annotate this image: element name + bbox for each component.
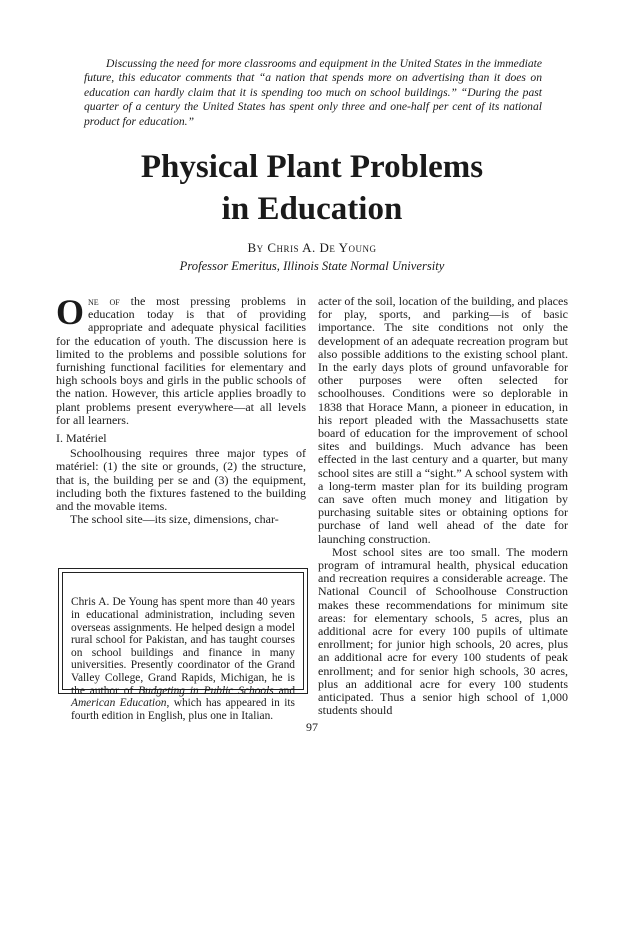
left-column — [56, 292, 306, 527]
right-column — [318, 295, 568, 718]
bio-text: , which has appeared in its fourth edition in English, plus one in Italian. — [71, 697, 295, 722]
lead-in: ne of — [88, 294, 120, 308]
opening-text: the most pressing problems in education today is that of providing appropriate and adequate physical facilities for the education of youth. The discussion here is limited to the problems and possible solutions for furnishing functional facilities for elementary and high schools boys and girls in the public schools of the nation. However, this article applies broadly to plant problems present everywhere—at all levels for all learners. — [56, 294, 306, 427]
byline: By Chris A. De Young — [247, 240, 377, 255]
body-paragraph: acter of the soil, location of the building, and places for play, sports, and parking—is of basic importance. The site conditions not only the development of an adequate recreation program but also possible additions to the existing school plant. In the early days plots of ground unfavorable for other purposes were often selected for schoolhouses. Conditions were so deplorable in 1838 that Horace Mann, a pioneer in education, in his report pleaded with the Massachusetts state board of education for the improvement of school sites and buildings. Much advance has been effected in the last century and a quarter, but many school sites are still a “sight.” A school system with a long-term master plan for its building program can save often much money and litigation by purchasing suitable sites or obtaining options for purchase of land well ahead of the date for launching construction. — [318, 294, 568, 546]
title-line-2: in Education — [221, 191, 403, 227]
section-heading: I. Matériel — [56, 431, 107, 446]
author-affiliation: Professor Emeritus, Illinois State Normal University — [179, 259, 445, 273]
page-number: 97 — [306, 720, 318, 734]
author-bio — [71, 596, 295, 722]
body-paragraph: Most school sites are too small. The modern program of intramural health, physical education and recreation requires a considerable acreage. The National Council of Schoolhouse Construction makes these recommendations for minimum site areas: for elementary schools, 5 acres, plus an additional acre for every 100 pupils of ultimate enrollment; for junior high schools, 20 acres, plus an additional acre for every 100 students of peak enrollment; and for senior high schools, 30 acres, plus an additional acre for every 100 students anticipated. Thus a senior high school of 1,000 students should — [318, 544, 568, 718]
title-line-1: Physical Plant Problems — [140, 149, 484, 185]
drop-cap: O — [56, 292, 85, 332]
bio-text: has spent more than 40 years in educational administration, including seven overseas assignments. He helped design a model rural school for Pakistan, and has taught courses on school buildings and finance in many universities. Presently coordinator of the Grand Valley College, Grand Rapids, Michigan, he is the author of — [71, 596, 295, 697]
bio-text: and — [273, 684, 296, 697]
article-title — [0, 146, 624, 230]
intro-paragraph: Discussing the need for more classrooms and equipment in the United States in the immediate future, this educator comments that “a nation that spends more on advertising than it does on education can hardly claim that it is spending too much on school buildings.” “During the past quarter of a century the United States has spent only three and one-half per cent of its national product for education.” — [84, 56, 542, 128]
bio-author-name: Chris A. De Young — [71, 596, 159, 609]
opening-paragraph — [56, 292, 306, 427]
book-title: American Education — [71, 697, 167, 710]
body-paragraph: Schoolhousing requires three major types of matériel: (1) the site or grounds, (2) the structure, that is, the building per se and (3) the equipment, including both the fixtures fastened to the building and the movable items. — [56, 446, 306, 514]
book-title: Budgeting in Public Schools — [138, 684, 274, 697]
body-paragraph: The school site—its size, dimensions, char- — [70, 512, 279, 527]
author-bio-box — [58, 568, 308, 722]
